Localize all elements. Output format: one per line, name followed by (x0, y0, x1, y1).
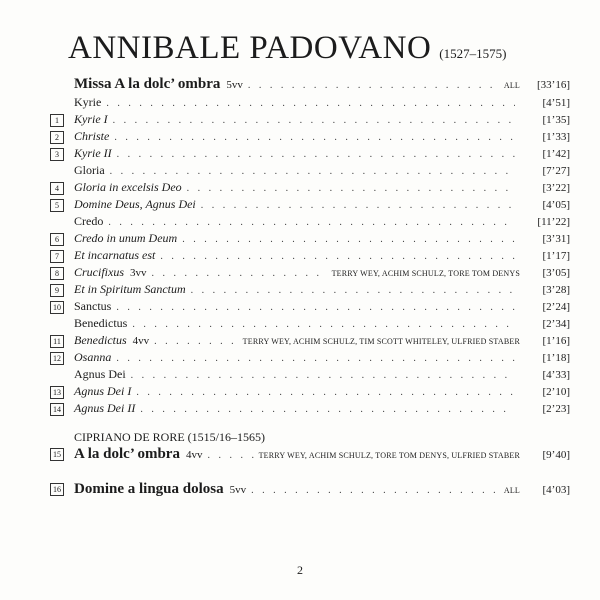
track-duration: [11’22] (537, 216, 570, 228)
track-duration: [3’31] (542, 233, 570, 245)
track-number-box: 14 (50, 403, 64, 416)
track-title: Agnus Dei (74, 367, 126, 381)
dot-leader (131, 370, 515, 381)
track-number-box: 13 (50, 386, 64, 399)
track-title: Christe (74, 129, 110, 143)
track-duration: [2’34] (542, 318, 570, 330)
track-performers: TERRY WEY, ACHIM SCHULZ, TIM SCOTT WHITELEY, ULFRIED STABER (242, 337, 520, 346)
track-title: Et incarnatus est (74, 248, 156, 262)
dot-leader (251, 485, 499, 496)
track-title: Credo (74, 214, 104, 228)
track-title: Agnus Dei I (74, 384, 132, 398)
track-row (50, 316, 570, 333)
track-duration: [1’18] (542, 352, 570, 364)
track-duration: [3’22] (542, 182, 570, 194)
dot-leader (160, 251, 515, 262)
dot-leader (201, 200, 515, 211)
track-row (50, 350, 570, 367)
track-row (50, 481, 570, 498)
dot-leader (191, 285, 515, 296)
track-duration: [2’10] (542, 386, 570, 398)
dot-leader (154, 336, 238, 347)
dot-leader (106, 98, 515, 109)
dot-leader (187, 183, 515, 194)
dot-leader (117, 149, 515, 160)
track-number-box: 2 (50, 131, 64, 144)
track-number-box: 10 (50, 301, 64, 314)
track-row (50, 384, 570, 401)
track-duration: [3’28] (542, 284, 570, 296)
mass-title: Missa A la dolc’ ombra (74, 76, 221, 92)
track-performers: TERRY WEY, ACHIM SCHULZ, TORE TOM DENYS, ULFRIED STABER (258, 451, 520, 460)
track-duration: [1’17] (542, 250, 570, 262)
track-number-box: 12 (50, 352, 64, 365)
track-title: Kyrie I (74, 112, 108, 126)
track-row (50, 214, 570, 231)
track-duration: [4’33] (542, 369, 570, 381)
track-row (50, 282, 570, 299)
track-row (50, 367, 570, 384)
dot-leader (140, 404, 515, 415)
track-number-box: 16 (50, 483, 64, 496)
track-row (50, 163, 570, 180)
track-title: Gloria in excelsis Deo (74, 180, 182, 194)
track-title: Benedictus (74, 333, 127, 347)
track-row (50, 446, 570, 463)
mass-title-row (50, 76, 570, 93)
track-number-box: 5 (50, 199, 64, 212)
track-number-box: 6 (50, 233, 64, 246)
track-performers: TERRY WEY, ACHIM SCHULZ, TORE TOM DENYS (331, 269, 520, 278)
dot-leader (132, 319, 515, 330)
dot-leader (108, 217, 515, 228)
track-voices: 3vv (130, 267, 147, 279)
track-performers: ALL (503, 486, 520, 495)
track-duration: [4’03] (542, 484, 570, 496)
dot-leader (114, 132, 515, 143)
track-number-box: 1 (50, 114, 64, 127)
dot-leader (182, 234, 515, 245)
track-title: Domine a lingua dolosa (74, 481, 224, 497)
page-number: 2 (297, 563, 303, 577)
track-duration: [1’42] (542, 148, 570, 160)
track-duration: [3’05] (542, 267, 570, 279)
dot-leader (207, 450, 253, 461)
track-duration: [4’05] (542, 199, 570, 211)
track-title: Osanna (74, 350, 112, 364)
track-duration: [4’51] (542, 97, 570, 109)
track-title: Credo in unum Deum (74, 231, 178, 245)
track-number-box: 8 (50, 267, 64, 280)
track-duration: [1’35] (542, 114, 570, 126)
mass-voices: 5vv (226, 79, 243, 91)
track-row (50, 146, 570, 163)
track-title: Crucifixus (74, 265, 124, 279)
track-voices: 5vv (229, 484, 247, 496)
composer-dates: (1527–1575) (439, 46, 507, 61)
track-title: Domine Deus, Agnus Dei (74, 197, 196, 211)
track-number-box: 15 (50, 448, 64, 461)
track-row (50, 231, 570, 248)
track-voices: 4vv (185, 449, 203, 461)
track-number-box: 9 (50, 284, 64, 297)
track-title: Agnus Dei II (74, 401, 136, 415)
track-title: Kyrie (74, 95, 102, 109)
track-duration: [7’27] (542, 165, 570, 177)
dot-leader (116, 353, 515, 364)
track-row (50, 112, 570, 129)
track-title: Gloria (74, 163, 105, 177)
track-title: Benedictus (74, 316, 128, 330)
composer-heading (68, 30, 506, 67)
track-row (50, 333, 570, 350)
dot-leader (136, 387, 515, 398)
second-composer-heading: CIPRIANO DE RORE (1515/16–1565) (74, 430, 265, 444)
track-title: Kyrie II (74, 146, 112, 160)
track-row (50, 265, 570, 282)
track-number-box: 11 (50, 335, 64, 348)
composer-name: ANNIBALE PADOVANO (68, 30, 432, 66)
track-title: Sanctus (74, 299, 112, 313)
dot-leader (248, 80, 499, 91)
track-duration: [9’40] (542, 449, 570, 461)
track-duration: [2’23] (542, 403, 570, 415)
track-duration: [1’16] (542, 335, 570, 347)
dot-leader (116, 302, 515, 313)
track-row (50, 129, 570, 146)
dot-leader (152, 268, 327, 279)
track-duration: [2’24] (542, 301, 570, 313)
track-row (50, 180, 570, 197)
track-row (50, 197, 570, 214)
track-row (50, 95, 570, 112)
track-number-box: 3 (50, 148, 64, 161)
track-number-box: 7 (50, 250, 64, 263)
dot-leader (113, 115, 515, 126)
mass-performers: ALL (503, 81, 520, 90)
track-row (50, 299, 570, 316)
track-row (50, 248, 570, 265)
track-row (50, 401, 570, 418)
track-voices: 4vv (132, 335, 150, 347)
mass-duration: [33’16] (537, 79, 570, 91)
track-duration: [1’33] (542, 131, 570, 143)
track-title: Et in Spiritum Sanctum (74, 282, 186, 296)
track-title: A la dolc’ ombra (74, 446, 180, 462)
track-number-box: 4 (50, 182, 64, 195)
dot-leader (110, 166, 515, 177)
